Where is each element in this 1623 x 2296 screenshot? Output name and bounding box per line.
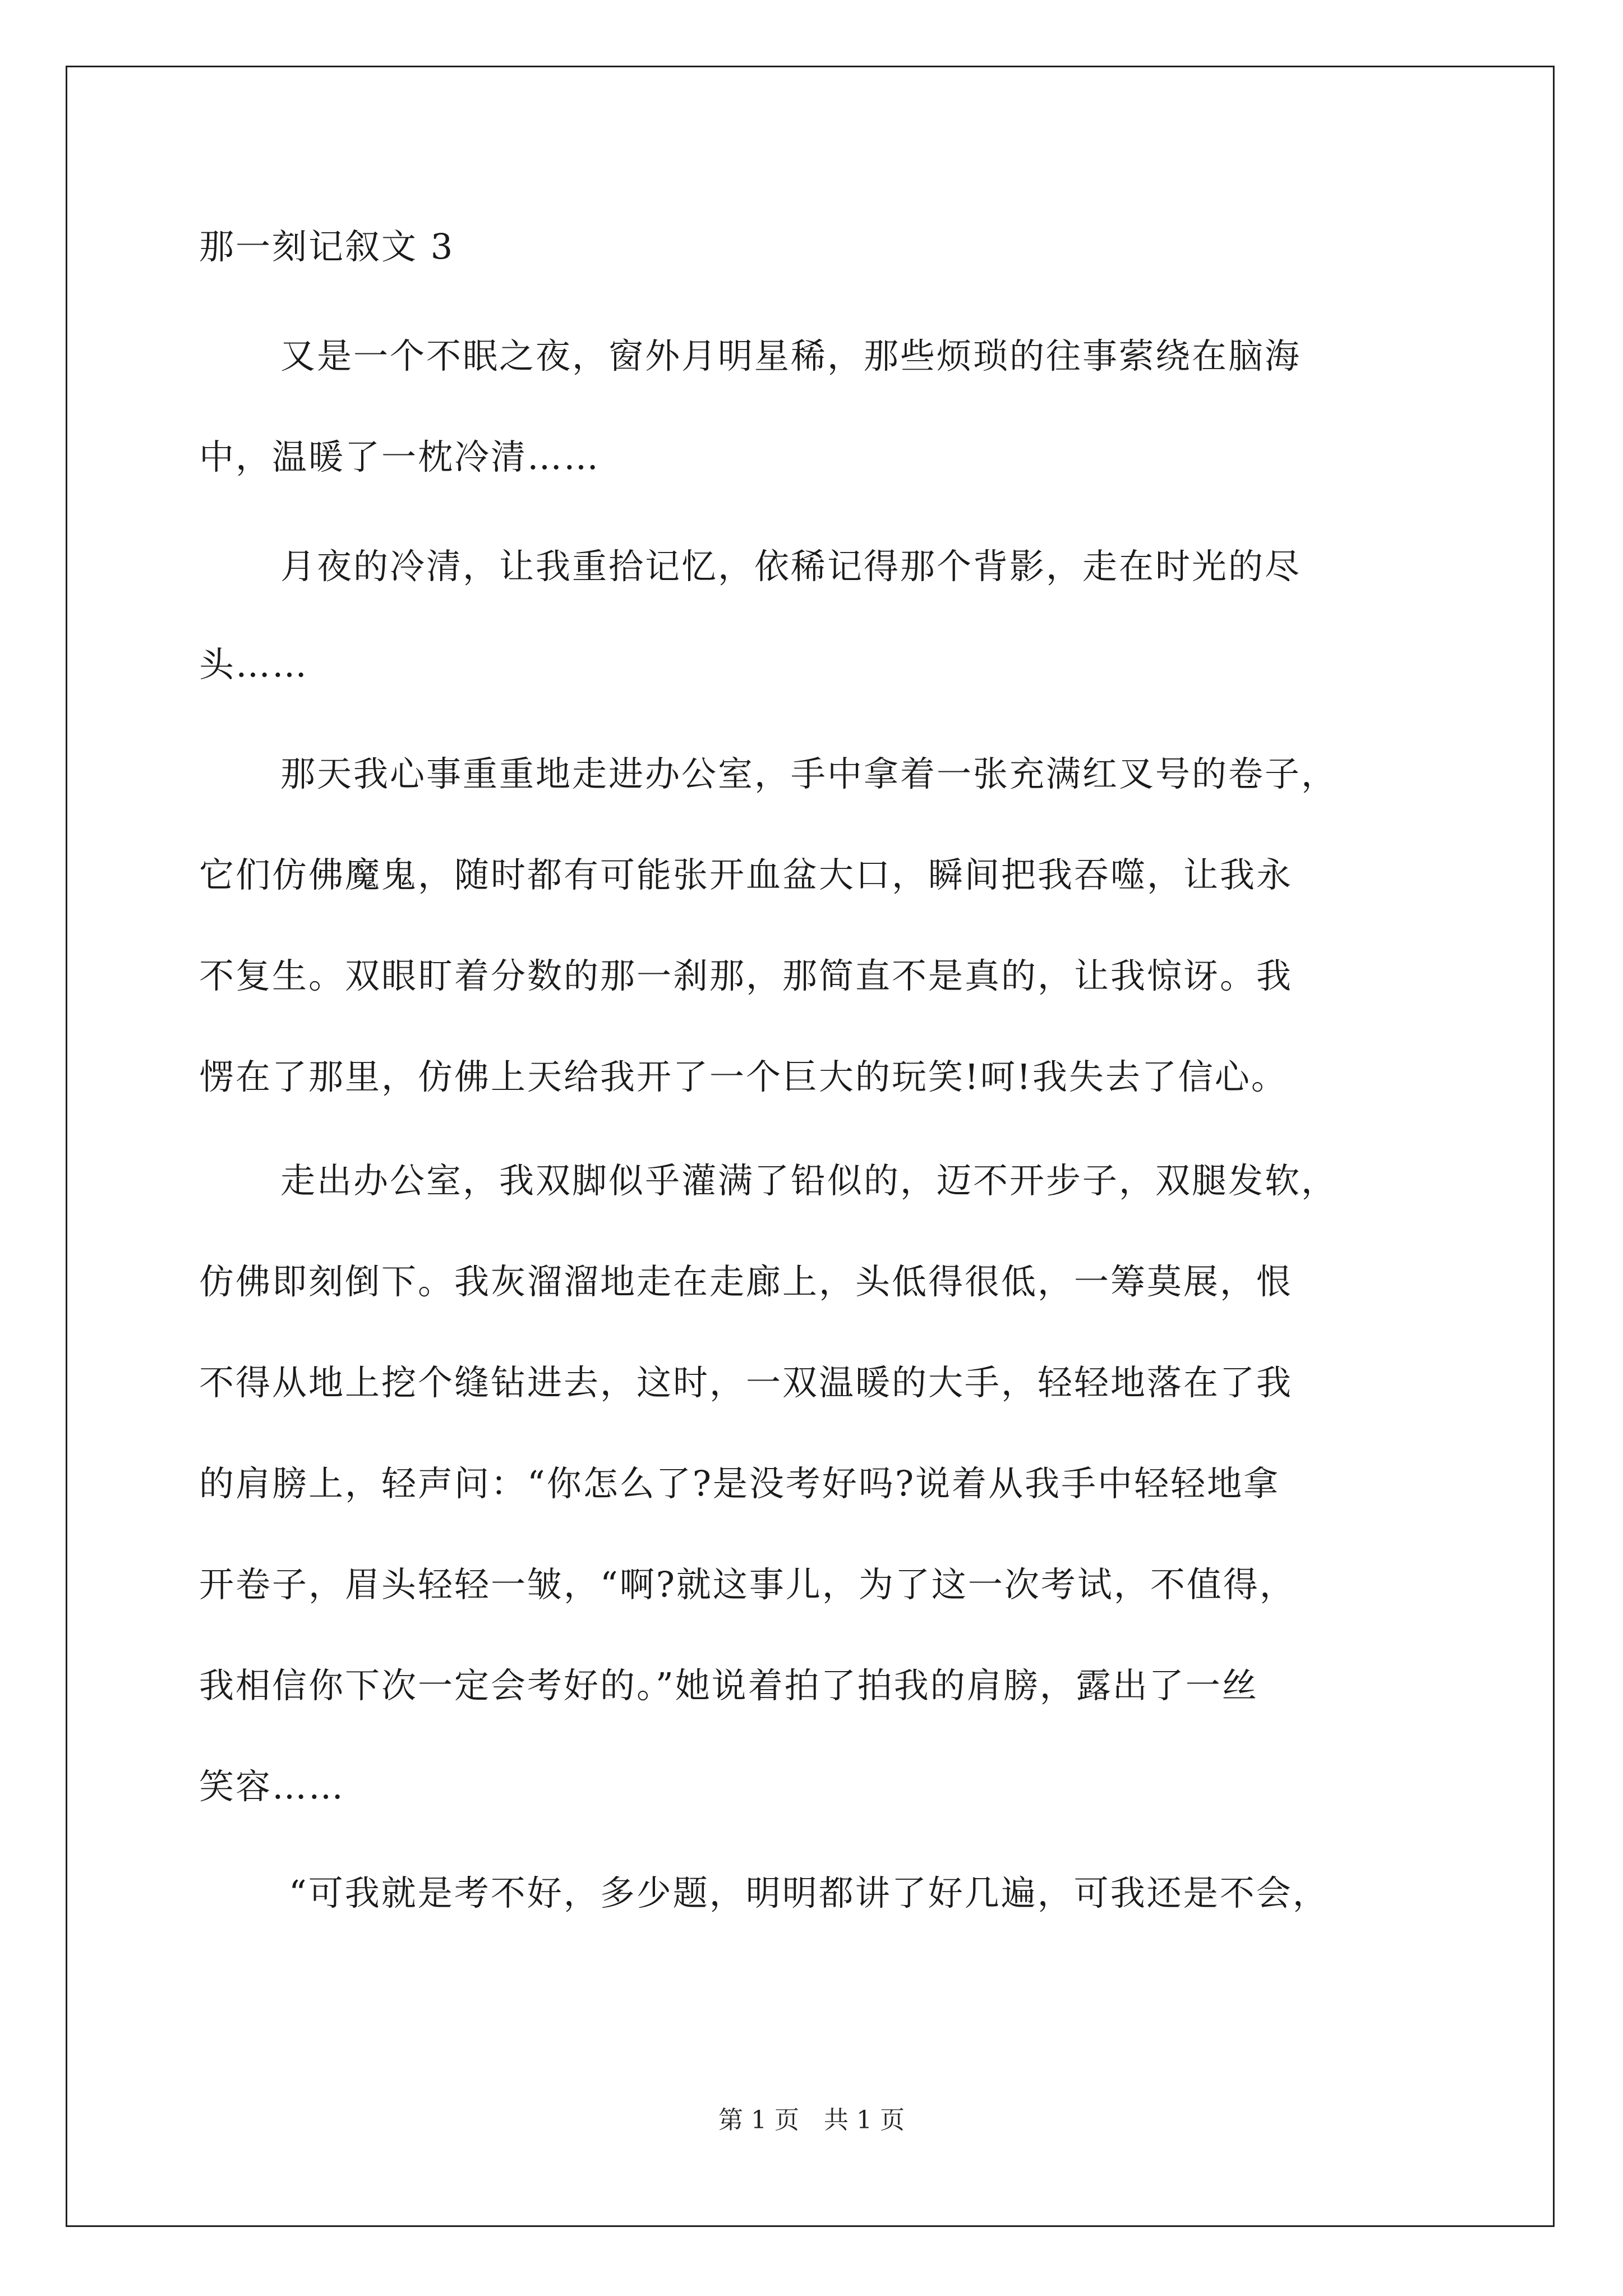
paragraph-line: 仿佛即刻倒下。我灰溜溜地走在走廊上，头低得很低，一筹莫展，恨 <box>199 1261 1293 1302</box>
paragraph-line: 不复生。双眼盯着分数的那一刹那，那简直不是真的，让我惊讶。我 <box>199 955 1293 996</box>
page-number: 第 1 页 共 1 页 <box>718 2106 905 2134</box>
paragraph-line: 月夜的冷清，让我重拾记忆，依稀记得那个背影，走在时光的尽 <box>280 546 1302 587</box>
paragraph-line: 又是一个不眠之夜，窗外月明星稀，那些烦琐的往事萦绕在脑海 <box>280 335 1302 376</box>
paragraph-line: 那天我心事重重地走进办公室，手中拿着一张充满红叉号的卷子， <box>280 753 1338 794</box>
paragraph-line: 它们仿佛魔鬼，随时都有可能张开血盆大口，瞬间把我吞噬，让我永 <box>199 854 1293 895</box>
paragraph-line: 不得从地上挖个缝钻进去，这时，一双温暖的大手，轻轻地落在了我 <box>199 1362 1293 1403</box>
paragraph-line: “可我就是考不好，多少题，明明都讲了好几遍，可我还是不会， <box>289 1872 1329 1913</box>
paragraph-line: 愣在了那里，仿佛上天给我开了一个巨大的玩笑!呵!我失去了信心。 <box>199 1056 1288 1097</box>
paragraph-line: 开卷子，眉头轻轻一皱，“啊?就这事儿，为了这一次考试，不值得， <box>199 1564 1296 1605</box>
document-title: 那一刻记叙文 3 <box>199 226 455 267</box>
paragraph-line: 我相信你下次一定会考好的。”她说着拍了拍我的肩膀，露出了一丝 <box>199 1665 1258 1706</box>
paragraph-line: 走出办公室，我双脚似乎灌满了铅似的，迈不开步子，双腿发软， <box>280 1160 1338 1201</box>
paragraph-line: 笑容…… <box>199 1766 345 1807</box>
paragraph-line: 的肩膀上，轻声问：“你怎么了?是没考好吗?说着从我手中轻轻地拿 <box>199 1463 1280 1504</box>
paragraph-line: 头…… <box>199 644 309 685</box>
paragraph-line: 中，温暖了一枕冷清…… <box>199 436 601 477</box>
